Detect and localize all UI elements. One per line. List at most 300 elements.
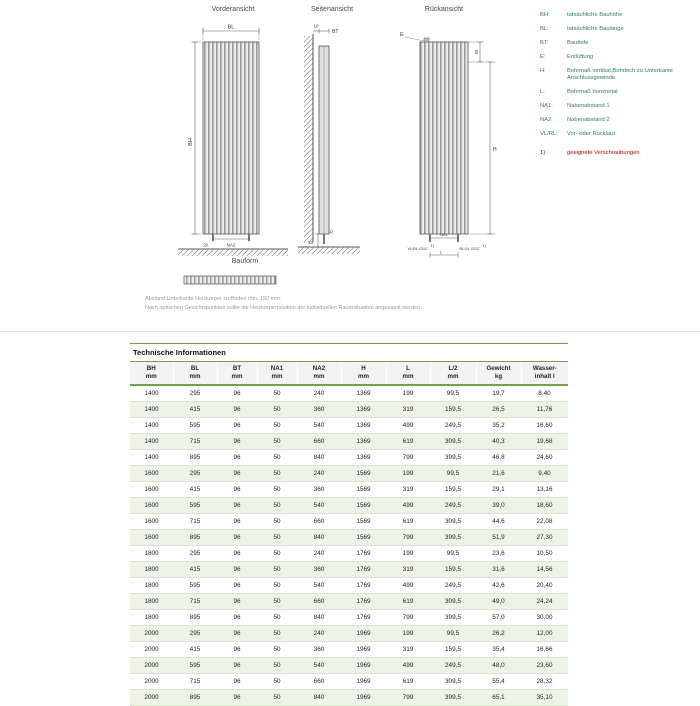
table-header-cell: BT mm <box>217 362 257 385</box>
ground-hatch <box>178 249 288 256</box>
table-header-cell: L/2 mm <box>430 362 476 385</box>
table-row <box>130 626 568 642</box>
table-cell: 199 <box>386 626 430 642</box>
table-cell: 23,6 <box>476 546 521 562</box>
table-cell: 595 <box>173 418 217 434</box>
table-cell: 399,5 <box>430 610 476 626</box>
table-cell: 249,5 <box>430 498 476 514</box>
table-cell: 57,0 <box>476 610 521 626</box>
table-cell: 240 <box>297 466 341 482</box>
table-cell: 595 <box>173 578 217 594</box>
table-cell: 96 <box>217 562 257 578</box>
table-cell: 1600 <box>130 514 173 530</box>
table-cell: 51,9 <box>476 530 521 546</box>
note-line: Abstand Unterkante Heizkörper zu Boden min. 150 mm. <box>145 296 282 302</box>
table-cell: 50 <box>257 466 297 482</box>
table-cell: 50 <box>257 514 297 530</box>
table-cell: 96 <box>217 514 257 530</box>
table-cell: 1400 <box>130 402 173 418</box>
table-header-cell: Gewicht kg <box>476 362 521 385</box>
table-cell: 1800 <box>130 562 173 578</box>
table-header-cell: BL mm <box>173 362 217 385</box>
table-cell: 1569 <box>341 466 386 482</box>
table-cell: 715 <box>173 674 217 690</box>
table-cell: 50 <box>257 482 297 498</box>
legend-text: Bautiefe <box>567 39 589 46</box>
table-cell: 240 <box>297 385 341 402</box>
technical-information-section <box>130 343 568 706</box>
table-row <box>130 514 568 530</box>
table-cell: 2000 <box>130 642 173 658</box>
table-cell: 96 <box>217 450 257 466</box>
table-cell: 50 <box>257 498 297 514</box>
legend-abbr: BL: <box>540 25 549 32</box>
table-cell: 840 <box>297 530 341 546</box>
table-cell: 99,5 <box>430 626 476 642</box>
table-cell: 31,6 <box>476 562 521 578</box>
table-cell: 1769 <box>341 594 386 610</box>
table-header-cell: NA2 mm <box>297 362 341 385</box>
table-cell: 319 <box>386 642 430 658</box>
table-row <box>130 498 568 514</box>
table-cell: 48,0 <box>476 658 521 674</box>
table-cell: 40,3 <box>476 434 521 450</box>
table-cell: 840 <box>297 450 341 466</box>
legend-abbr: E: <box>540 53 546 60</box>
table-cell: 35,10 <box>521 690 568 706</box>
legend-text: tatsächliche Baulänge <box>567 25 624 32</box>
table-header-cell: BH mm <box>130 362 173 385</box>
table-cell: 1569 <box>341 498 386 514</box>
side-view-label: Seitenansicht <box>310 6 354 13</box>
table-row <box>130 434 568 450</box>
table-cell: 50 <box>257 418 297 434</box>
table-cell: 199 <box>386 466 430 482</box>
table-cell: 1769 <box>341 578 386 594</box>
table-cell: 96 <box>217 418 257 434</box>
table-row <box>130 642 568 658</box>
table-cell: 1569 <box>341 514 386 530</box>
table-cell: 19,68 <box>521 434 568 450</box>
table-cell: 319 <box>386 562 430 578</box>
table-cell: 159,5 <box>430 402 476 418</box>
table-cell: 619 <box>386 514 430 530</box>
table-cell: 50 <box>257 610 297 626</box>
table-cell: 96 <box>217 546 257 562</box>
table-cell: 415 <box>173 482 217 498</box>
legend-item <box>540 117 698 124</box>
table-cell: 50 <box>257 578 297 594</box>
legend <box>540 12 698 163</box>
conn-left-label: VL/RL G1/2" <box>407 247 429 251</box>
table-cell: 96 <box>217 594 257 610</box>
table-cell: 50 <box>257 642 297 658</box>
table-cell: 16,60 <box>521 418 568 434</box>
table-cell: 799 <box>386 450 430 466</box>
table-cell: 21,6 <box>476 466 521 482</box>
table-cell: 27,30 <box>521 530 568 546</box>
table-cell: 799 <box>386 690 430 706</box>
table-cell: 50 <box>257 594 297 610</box>
table-cell: 42,6 <box>476 578 521 594</box>
table-cell: 1800 <box>130 610 173 626</box>
table-cell: 1800 <box>130 546 173 562</box>
table-cell: 26,5 <box>476 402 521 418</box>
table-cell: 1800 <box>130 594 173 610</box>
table-cell: 13,16 <box>521 482 568 498</box>
bauform-section-drawing <box>182 272 282 288</box>
legend-text: Entlüftung <box>567 53 594 60</box>
table-cell: 660 <box>297 434 341 450</box>
table-row <box>130 674 568 690</box>
table-row <box>130 610 568 626</box>
table-cell: 96 <box>217 626 257 642</box>
table-cell: 660 <box>297 674 341 690</box>
table-cell: 199 <box>386 385 430 402</box>
dim-50-label: 50 <box>474 49 479 55</box>
table-cell: 28,32 <box>521 674 568 690</box>
table-cell: 29,1 <box>476 482 521 498</box>
table-row <box>130 594 568 610</box>
table-cell: 840 <box>297 690 341 706</box>
legend-text: Bohrmaß vertikal,Bohrloch zu Unterkante Anschlussgewinde <box>567 67 673 81</box>
legend-text: tatsächliche Bauhöhe <box>567 12 623 18</box>
table-cell: 240 <box>297 626 341 642</box>
table-cell: 660 <box>297 514 341 530</box>
front-view-label: Vorderansicht <box>211 6 255 13</box>
table-cell: 895 <box>173 610 217 626</box>
table-row <box>130 385 568 402</box>
table-cell: 1600 <box>130 530 173 546</box>
table-cell: 50 <box>257 402 297 418</box>
rear-view-label: Rückansicht <box>424 6 464 13</box>
legend-text: Bohrmaß horizontal <box>567 88 618 95</box>
table-cell: 96 <box>217 530 257 546</box>
table-cell: 660 <box>297 594 341 610</box>
section-divider <box>0 331 700 332</box>
table-cell: 1969 <box>341 674 386 690</box>
dim-53-label: 53 <box>308 240 313 245</box>
table-cell: 2000 <box>130 658 173 674</box>
table-cell: 1800 <box>130 578 173 594</box>
table-header-cell: Wasser- inhalt l <box>521 362 568 385</box>
table-header-cell: NA1 mm <box>257 362 297 385</box>
legend-item <box>540 68 698 82</box>
table-cell: 1769 <box>341 546 386 562</box>
table-title: Technische Informationen <box>130 344 568 362</box>
table-cell: 499 <box>386 658 430 674</box>
table-cell: 415 <box>173 562 217 578</box>
table-cell: 399,5 <box>430 690 476 706</box>
table-cell: 11,76 <box>521 402 568 418</box>
table-cell: 96 <box>217 674 257 690</box>
table-cell: 2000 <box>130 674 173 690</box>
front-view-drawing <box>148 20 313 260</box>
table-cell: 499 <box>386 498 430 514</box>
side-footnote: 1) <box>329 229 333 234</box>
table-cell: 96 <box>217 642 257 658</box>
table-cell: 46,8 <box>476 450 521 466</box>
table-cell: 96 <box>217 578 257 594</box>
rear-footnote-left: 1) <box>430 244 434 248</box>
tech-table-body <box>130 385 568 706</box>
table-cell: 18,60 <box>521 498 568 514</box>
table-cell: 249,5 <box>430 658 476 674</box>
table-row <box>130 482 568 498</box>
vent-label: E <box>400 32 404 38</box>
table-row <box>130 562 568 578</box>
legend-text: Vor- oder Rücklauf <box>567 130 616 137</box>
table-cell: 96 <box>217 385 257 402</box>
table-cell: 19,7 <box>476 385 521 402</box>
table-cell: 2000 <box>130 626 173 642</box>
table-cell: 24,60 <box>521 450 568 466</box>
table-row <box>130 578 568 594</box>
table-cell: 499 <box>386 418 430 434</box>
table-cell: 65,1 <box>476 690 521 706</box>
table-cell: 159,5 <box>430 482 476 498</box>
table-cell: 22,08 <box>521 514 568 530</box>
dim-l-label: L <box>439 249 442 255</box>
table-cell: 49,0 <box>476 594 521 610</box>
legend-abbr: BH: <box>540 12 550 18</box>
table-cell: 26,2 <box>476 626 521 642</box>
vent-valve <box>424 38 429 42</box>
radiator-body-front <box>203 42 259 234</box>
dim-10-label: 10 <box>313 23 319 29</box>
table-row <box>130 450 568 466</box>
dim-h-label: H <box>493 147 497 153</box>
table-cell: 1400 <box>130 418 173 434</box>
table-cell: 1600 <box>130 466 173 482</box>
table-cell: 1569 <box>341 530 386 546</box>
table-cell: 1369 <box>341 418 386 434</box>
table-cell: 1769 <box>341 562 386 578</box>
table-cell: 715 <box>173 514 217 530</box>
wall-hatch <box>304 36 313 242</box>
rear-footnote-right: 1) <box>482 244 486 248</box>
table-cell: 23,60 <box>521 658 568 674</box>
table-row <box>130 466 568 482</box>
table-cell: 50 <box>257 546 297 562</box>
table-cell: 360 <box>297 402 341 418</box>
table-cell: 96 <box>217 482 257 498</box>
table-cell: 1600 <box>130 482 173 498</box>
table-cell: 16,66 <box>521 642 568 658</box>
table-cell: 415 <box>173 402 217 418</box>
table-cell: 14,56 <box>521 562 568 578</box>
tech-table-header-row <box>130 362 568 385</box>
table-cell: 249,5 <box>430 578 476 594</box>
table-cell: 55,4 <box>476 674 521 690</box>
legend-text: Nabenabstand 1 <box>567 102 610 109</box>
dim-offset-label: 20 <box>203 242 208 248</box>
table-cell: 1369 <box>341 450 386 466</box>
table-cell: 99,5 <box>430 385 476 402</box>
table-cell: 50 <box>257 530 297 546</box>
table-cell: 30,00 <box>521 610 568 626</box>
table-cell: 399,5 <box>430 450 476 466</box>
legend-abbr: H: <box>540 67 546 74</box>
legend-abbr: NA2: <box>540 116 553 123</box>
dim-bt-label: BT <box>332 29 339 35</box>
table-cell: 360 <box>297 562 341 578</box>
tech-table <box>130 362 568 706</box>
table-cell: 295 <box>173 626 217 642</box>
table-cell: 99,5 <box>430 546 476 562</box>
table-cell: 1369 <box>341 434 386 450</box>
table-cell: 50 <box>257 674 297 690</box>
table-cell: 540 <box>297 418 341 434</box>
table-cell: 1400 <box>130 385 173 402</box>
table-cell: 309,5 <box>430 674 476 690</box>
table-cell: 799 <box>386 610 430 626</box>
table-cell: 895 <box>173 450 217 466</box>
radiator-body-rear <box>420 42 468 234</box>
table-cell: 1400 <box>130 434 173 450</box>
table-cell: 50 <box>257 562 297 578</box>
table-cell: 50 <box>257 385 297 402</box>
table-cell: 96 <box>217 466 257 482</box>
notes <box>145 295 565 312</box>
table-cell: 96 <box>217 690 257 706</box>
table-row <box>130 690 568 706</box>
table-cell: 799 <box>386 530 430 546</box>
table-cell: 540 <box>297 498 341 514</box>
table-cell: 159,5 <box>430 562 476 578</box>
legend-abbr: L: <box>540 88 545 95</box>
legend-item <box>540 103 698 110</box>
legend-item <box>540 89 698 96</box>
table-cell: 10,50 <box>521 546 568 562</box>
legend-item <box>540 131 698 138</box>
table-cell: 9,40 <box>521 466 568 482</box>
table-cell: 44,6 <box>476 514 521 530</box>
table-cell: 309,5 <box>430 434 476 450</box>
table-cell: 35,4 <box>476 642 521 658</box>
table-cell: 295 <box>173 546 217 562</box>
table-cell: 1369 <box>341 402 386 418</box>
table-cell: 619 <box>386 434 430 450</box>
table-cell: 295 <box>173 385 217 402</box>
table-cell: 715 <box>173 594 217 610</box>
table-cell: 1769 <box>341 610 386 626</box>
dim-na1-label: NA1 <box>440 233 448 237</box>
table-cell: 1969 <box>341 690 386 706</box>
table-cell: 595 <box>173 658 217 674</box>
table-cell: 540 <box>297 578 341 594</box>
legend-text: geeignete Verschraubungen <box>567 149 640 156</box>
table-cell: 12,00 <box>521 626 568 642</box>
note-line: Nach optischen Gesichtspunkten sollte die Heizkörperposition der individuellen Raumsituation angepasst werden. <box>145 304 422 311</box>
table-cell: 96 <box>217 658 257 674</box>
table-cell: 715 <box>173 434 217 450</box>
dim-bl-label: BL <box>227 24 235 31</box>
rear-view-drawing <box>388 20 503 260</box>
table-cell: 96 <box>217 434 257 450</box>
table-cell: 20,40 <box>521 578 568 594</box>
table-cell: 895 <box>173 530 217 546</box>
side-view-drawing <box>296 20 368 260</box>
table-cell: 1969 <box>341 658 386 674</box>
bauform-label: Bauform <box>231 258 259 265</box>
table-cell: 240 <box>297 546 341 562</box>
table-row <box>130 530 568 546</box>
table-cell: 50 <box>257 626 297 642</box>
legend-item <box>540 40 698 47</box>
table-header-cell: L mm <box>386 362 430 385</box>
table-cell: 1969 <box>341 626 386 642</box>
table-cell: 895 <box>173 690 217 706</box>
table-cell: 360 <box>297 482 341 498</box>
table-cell: 309,5 <box>430 594 476 610</box>
table-cell: 415 <box>173 642 217 658</box>
dim-bh-label: BH <box>188 138 194 146</box>
table-cell: 24,24 <box>521 594 568 610</box>
table-header-cell: H mm <box>341 362 386 385</box>
legend-item <box>540 150 698 157</box>
table-row <box>130 402 568 418</box>
table-cell: 96 <box>217 402 257 418</box>
table-cell: 1600 <box>130 498 173 514</box>
table-cell: 50 <box>257 658 297 674</box>
table-cell: 840 <box>297 610 341 626</box>
legend-item <box>540 54 698 61</box>
table-cell: 1369 <box>341 385 386 402</box>
table-cell: 8,40 <box>521 385 568 402</box>
table-cell: 399,5 <box>430 530 476 546</box>
table-cell: 319 <box>386 482 430 498</box>
table-cell: 619 <box>386 674 430 690</box>
table-cell: 319 <box>386 402 430 418</box>
table-cell: 35,2 <box>476 418 521 434</box>
table-cell: 50 <box>257 690 297 706</box>
table-cell: 96 <box>217 498 257 514</box>
table-cell: 619 <box>386 594 430 610</box>
table-cell: 295 <box>173 466 217 482</box>
conn-right-label: RL/VL G1/2" <box>459 247 481 251</box>
table-cell: 39,0 <box>476 498 521 514</box>
table-row <box>130 546 568 562</box>
table-row <box>130 418 568 434</box>
table-cell: 309,5 <box>430 514 476 530</box>
table-cell: 99,5 <box>430 466 476 482</box>
legend-abbr: VL/RL: <box>540 130 558 137</box>
table-cell: 499 <box>386 578 430 594</box>
legend-item <box>540 12 698 19</box>
table-cell: 50 <box>257 450 297 466</box>
legend-abbr: BT: <box>540 39 549 46</box>
table-cell: 1569 <box>341 482 386 498</box>
dim-na2-label: NA2 <box>226 242 236 248</box>
legend-abbr: NA1: <box>540 102 553 109</box>
legend-text: Nabenabstand 2 <box>567 116 610 123</box>
legend-item <box>540 26 698 33</box>
table-cell: 199 <box>386 546 430 562</box>
legend-abbr: 1) <box>540 149 546 156</box>
table-cell: 50 <box>257 434 297 450</box>
table-row <box>130 658 568 674</box>
table-cell: 159,5 <box>430 642 476 658</box>
table-cell: 249,5 <box>430 418 476 434</box>
table-cell: 595 <box>173 498 217 514</box>
table-cell: 540 <box>297 658 341 674</box>
table-cell: 360 <box>297 642 341 658</box>
table-cell: 1400 <box>130 450 173 466</box>
table-cell: 96 <box>217 610 257 626</box>
table-cell: 2000 <box>130 690 173 706</box>
table-cell: 1969 <box>341 642 386 658</box>
